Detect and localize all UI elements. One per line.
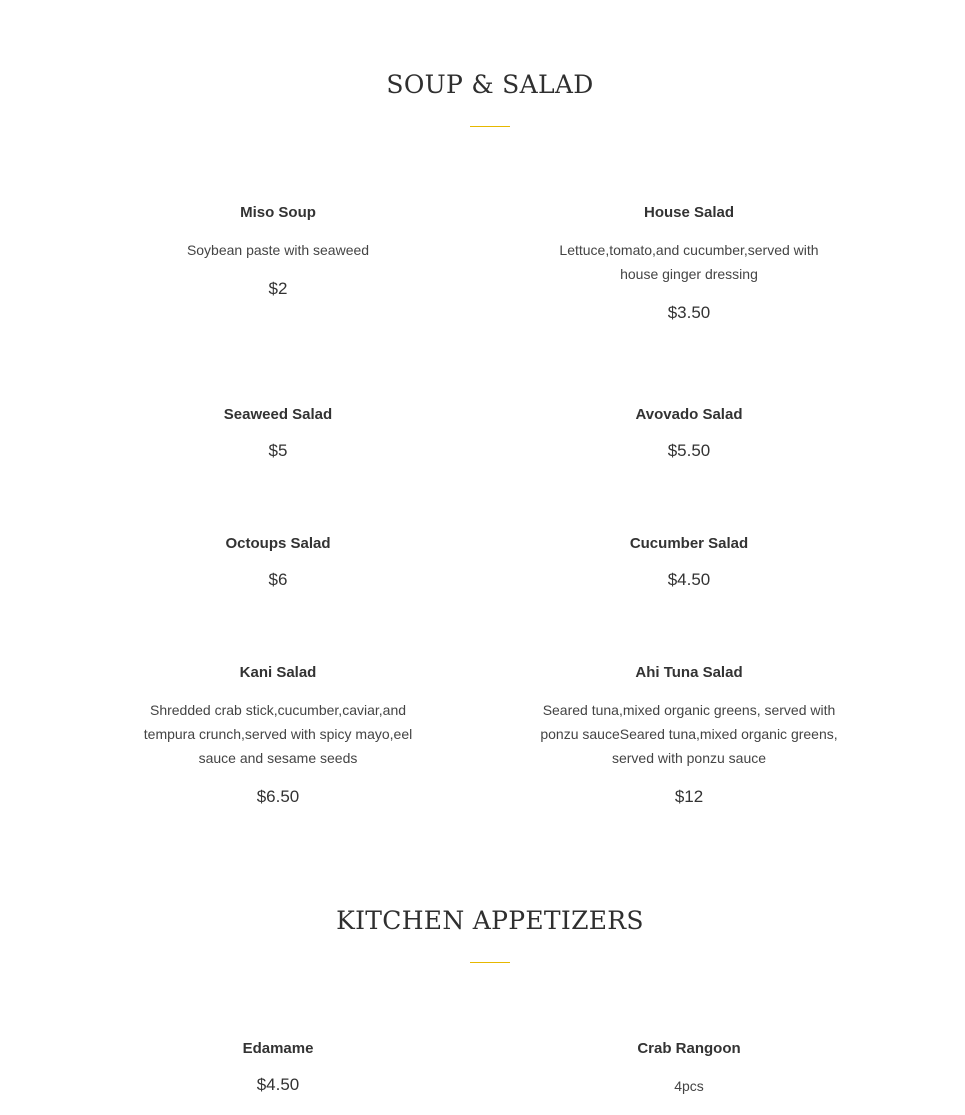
- item-description: Seared tuna,mixed organic greens, served with ponzu sauceSeared tuna,mixed organic greens, served with ponzu sauce: [540, 702, 838, 766]
- item-name: Cucumber Salad: [629, 535, 749, 552]
- item-description: Lettuce,tomato,and cucumber,served with house ginger dressing: [559, 242, 819, 282]
- item-name: Crab Rangoon: [637, 1040, 741, 1057]
- item-description: 4pcs: [674, 1078, 704, 1094]
- item-name: Edamame: [242, 1040, 314, 1057]
- item-description: Soybean paste with seaweed: [186, 242, 370, 258]
- menu-item-edamame: [128, 1039, 428, 1096]
- item-price: $12: [674, 787, 704, 806]
- menu-item-kani-salad: [128, 663, 428, 808]
- menu-item-seaweed-salad: [128, 405, 428, 462]
- menu-item-octoups-salad: [128, 534, 428, 591]
- menu-item-ahi-tuna-salad: [539, 663, 839, 808]
- item-price: $4.50: [667, 570, 711, 589]
- item-price: $3.50: [667, 303, 711, 322]
- item-price: $5: [268, 441, 288, 460]
- item-price: $6: [268, 570, 288, 589]
- item-name: Miso Soup: [240, 204, 316, 221]
- item-name: Octoups Salad: [225, 535, 331, 552]
- item-name: House Salad: [643, 204, 735, 221]
- item-name: Ahi Tuna Salad: [635, 664, 743, 681]
- item-description: Shredded crab stick,cucumber,caviar,and tempura crunch,served with spicy mayo,eel sauce and sesame seeds: [143, 702, 413, 766]
- item-price: $6.50: [256, 787, 300, 806]
- section-divider: [470, 126, 510, 127]
- item-price: $4.50: [256, 1075, 300, 1094]
- item-price: $2: [268, 279, 288, 298]
- menu-item-miso-soup: [128, 203, 428, 300]
- item-name: Seaweed Salad: [223, 406, 333, 423]
- item-name: Avovado Salad: [635, 406, 743, 423]
- section-title-kitchen-appetizers: KITCHEN APPETIZERS: [336, 906, 644, 935]
- menu-item-avovado-salad: [539, 405, 839, 462]
- section-title-soup-salad: SOUP & SALAD: [386, 70, 594, 99]
- item-price: $5.50: [667, 441, 711, 460]
- section-divider: [470, 962, 510, 963]
- menu-item-house-salad: [539, 203, 839, 324]
- item-name: Kani Salad: [239, 664, 317, 681]
- menu-item-cucumber-salad: [539, 534, 839, 591]
- menu-item-crab-rangoon: [539, 1039, 839, 1098]
